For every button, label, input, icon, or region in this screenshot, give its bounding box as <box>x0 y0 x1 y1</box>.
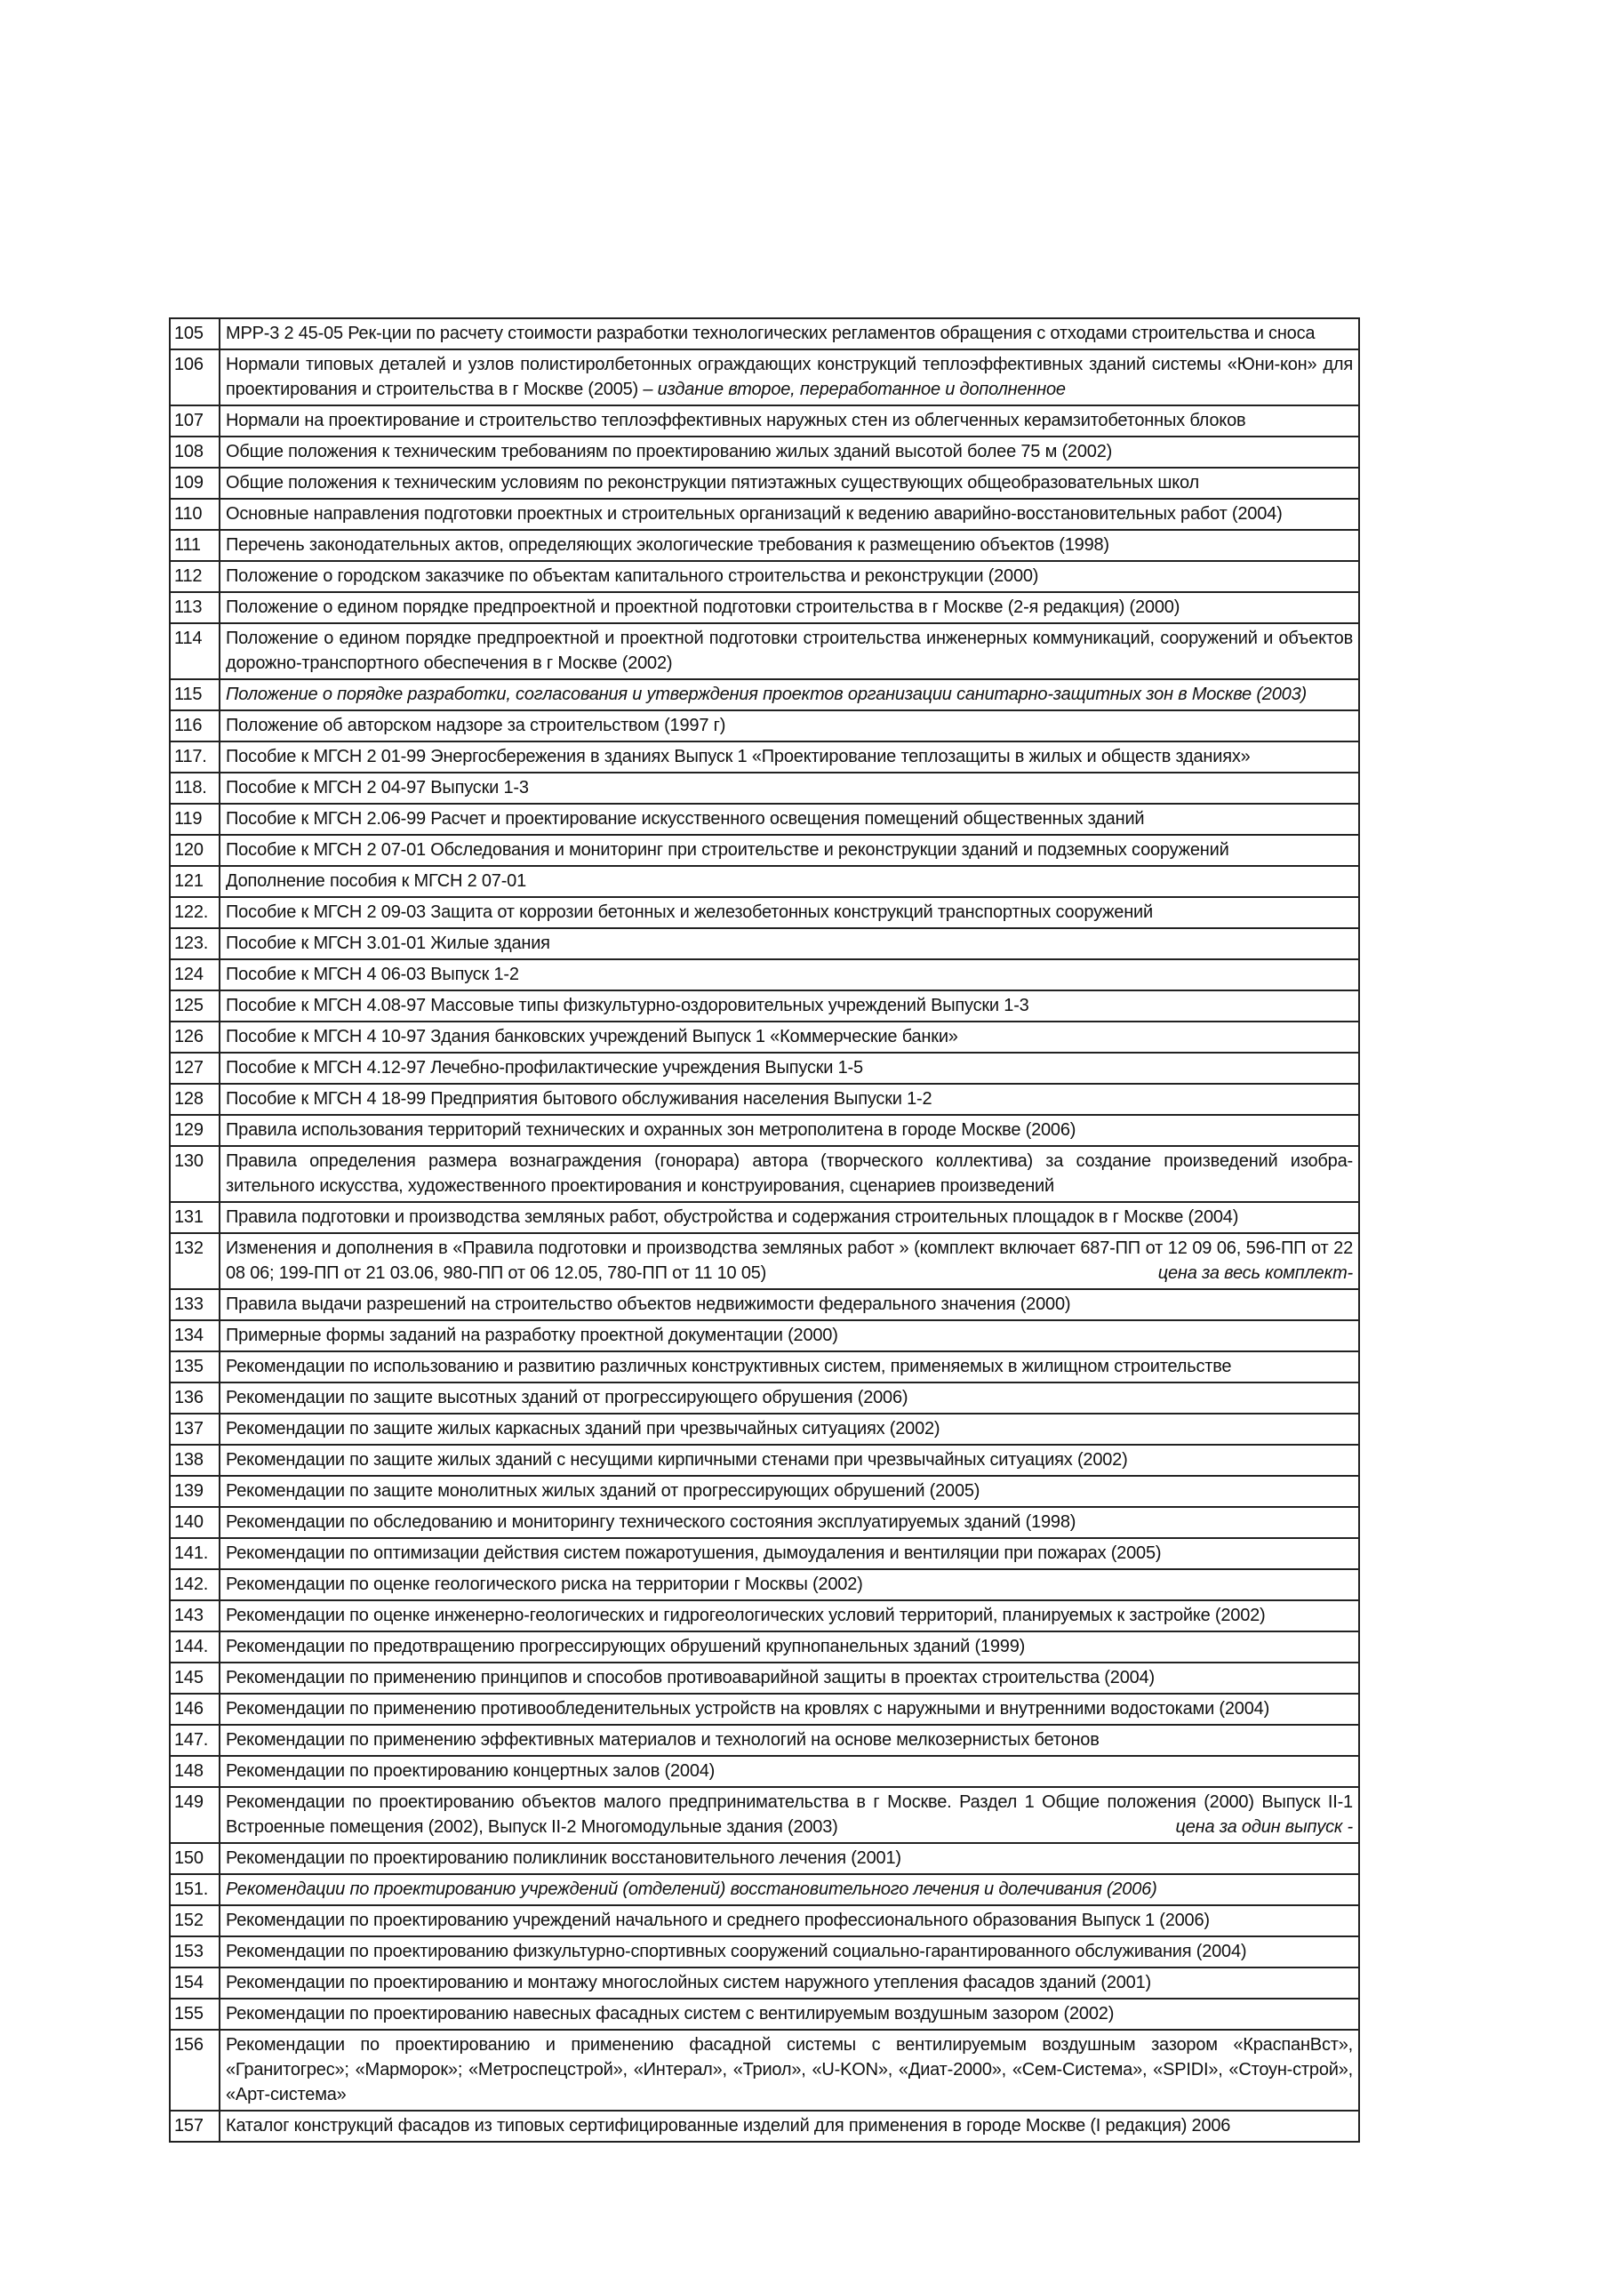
row-title <box>220 1115 1359 1146</box>
table-row <box>170 804 1359 835</box>
table-row <box>170 1725 1359 1756</box>
row-title-text: МРР-3 2 45-05 Рек-ции по расчету стоимости разработки технологических регламентов обращения с отходами строительства и сноса <box>226 324 1316 343</box>
table-row <box>170 1053 1359 1084</box>
row-number: 157 <box>170 2111 220 2142</box>
row-number: 130 <box>170 1146 220 1202</box>
row-number: 111 <box>170 530 220 561</box>
row-number: 140 <box>170 1507 220 1538</box>
table-row <box>170 1787 1359 1843</box>
row-title <box>220 773 1359 804</box>
table-row <box>170 2111 1359 2142</box>
row-title <box>220 2030 1359 2111</box>
table-row <box>170 2030 1359 2111</box>
row-title-text: Правила использования территорий технических и охранных зон метрополитена в городе Москве (2006) <box>226 1120 1076 1140</box>
row-title-text: Рекомендации по проектированию и монтажу многослойных систем наружного утепления фасадов зданий (2001) <box>226 1973 1151 1992</box>
row-number: 114 <box>170 623 220 679</box>
row-title-text: Рекомендации по оптимизации действия систем пожаротушения, дымоудаления и вентиляции при пожарах (2005) <box>226 1543 1162 1563</box>
row-number: 121 <box>170 866 220 897</box>
table-row <box>170 1694 1359 1725</box>
row-title-text: Рекомендации по защите жилых зданий с несущими кирпичными стенами при чрезвычайных ситуациях (2002) <box>226 1450 1128 1470</box>
table-row <box>170 928 1359 959</box>
row-number: 112 <box>170 561 220 592</box>
table-row <box>170 561 1359 592</box>
row-title <box>220 1022 1359 1053</box>
row-title <box>220 1936 1359 1967</box>
row-title <box>220 679 1359 710</box>
row-title <box>220 1053 1359 1084</box>
table-row <box>170 1663 1359 1694</box>
row-title <box>220 1320 1359 1351</box>
row-title-text: Основные направления подготовки проектных и строительных организаций к ведению аварийно-восстановительных работ (2004) <box>226 504 1283 524</box>
row-title <box>220 1476 1359 1507</box>
row-title <box>220 1538 1359 1569</box>
row-number: 136 <box>170 1382 220 1414</box>
row-title <box>220 1999 1359 2030</box>
table-row <box>170 499 1359 530</box>
row-number: 134 <box>170 1320 220 1351</box>
row-number: 105 <box>170 318 220 349</box>
row-title-text: Рекомендации по защите высотных зданий от прогрессирующего обрушения (2006) <box>226 1388 908 1407</box>
row-title-text: Положение о едином порядке предпроектной и проектной подготовки строительства инженерных коммуникаций, сооружений и объектов дорожно-транспортного обеспечения в г Москве (2002) <box>226 629 1353 673</box>
table-row <box>170 1351 1359 1382</box>
table-row <box>170 530 1359 561</box>
row-title-text: Рекомендации по проектированию навесных фасадных систем с вентилируемым воздушным зазором (2002) <box>226 2004 1115 2024</box>
table-row <box>170 1843 1359 1874</box>
row-number: 115 <box>170 679 220 710</box>
table-row <box>170 1146 1359 1202</box>
row-number: 150 <box>170 1843 220 1874</box>
row-title <box>220 349 1359 405</box>
row-title-text: Рекомендации по использованию и развитию различных конструктивных систем, применяемых в жилищном строительстве <box>226 1357 1232 1376</box>
row-title-text: Нормали типовых деталей и узлов полистиролбетонных ограждающих конструкций теплоэффективных зданий системы «Юни-кон» для проектирования и строительства в г Москве (2005) <box>226 355 1353 399</box>
row-number: 139 <box>170 1476 220 1507</box>
row-number: 141. <box>170 1538 220 1569</box>
row-number: 145 <box>170 1663 220 1694</box>
row-title <box>220 561 1359 592</box>
row-title-text: Пособие к МГСН 2 01-99 Энергосбережения в зданиях Выпуск 1 «Проектирование теплозащиты в жилых и обществ зданиях» <box>226 747 1251 766</box>
table-row <box>170 1414 1359 1445</box>
row-title-text: Рекомендации по защите монолитных жилых зданий от прогрессирующих обрушений (2005) <box>226 1481 980 1501</box>
row-title <box>220 710 1359 741</box>
price-list-page <box>169 317 1360 2143</box>
row-number: 144. <box>170 1631 220 1663</box>
row-number: 116 <box>170 710 220 741</box>
row-title-text: Рекомендации по обследованию и мониторингу технического состояния эксплуатируемых зданий (1998) <box>226 1512 1076 1532</box>
row-number: 110 <box>170 499 220 530</box>
row-title-text: Пособие к МГСН 3.01-01 Жилые здания <box>226 934 550 953</box>
row-number: 142. <box>170 1569 220 1600</box>
row-title <box>220 1905 1359 1936</box>
row-title <box>220 1756 1359 1787</box>
row-number: 152 <box>170 1905 220 1936</box>
row-title <box>220 1874 1359 1905</box>
row-number: 128 <box>170 1084 220 1115</box>
row-number: 154 <box>170 1967 220 1999</box>
row-number: 151. <box>170 1874 220 1905</box>
table-row <box>170 897 1359 928</box>
row-title <box>220 468 1359 499</box>
table-row <box>170 1476 1359 1507</box>
row-number: 149 <box>170 1787 220 1843</box>
table-row <box>170 1084 1359 1115</box>
table-row <box>170 1874 1359 1905</box>
row-title-text: Рекомендации по проектированию концертных залов (2004) <box>226 1761 716 1781</box>
row-title-text: Положение о городском заказчике по объектам капитального строительства и реконструкции (2000) <box>226 566 1039 586</box>
row-title-text: Правила подготовки и производства земляных работ, обустройства и содержания строительных площадок в г Москве (2004) <box>226 1207 1239 1227</box>
row-title <box>220 1507 1359 1538</box>
table-row <box>170 1507 1359 1538</box>
table-row <box>170 1999 1359 2030</box>
row-number: 109 <box>170 468 220 499</box>
row-title-text: Рекомендации по проектированию объектов малого предпринимательства в г Москве. Раздел 1 Общие положения (2000) Выпуск II-1 Встроенные помещения (2002), Выпуск II-2 Многомодульные здания (2003) <box>226 1792 1353 1837</box>
row-title <box>220 1725 1359 1756</box>
table-row <box>170 1289 1359 1320</box>
row-title <box>220 1233 1359 1289</box>
row-title-text: Рекомендации по проектированию поликлиник восстановительного лечения (2001) <box>226 1848 901 1868</box>
row-number: 113 <box>170 592 220 623</box>
table-row <box>170 623 1359 679</box>
row-title-text: Рекомендации по предотвращению прогрессирующих обрушений крупнопанельных зданий (1999) <box>226 1637 1026 1656</box>
row-title <box>220 1843 1359 1874</box>
row-number: 117. <box>170 741 220 773</box>
row-title-text: Общие положения к техническим условиям по реконструкции пятиэтажных существующих общеобразовательных школ <box>226 473 1200 493</box>
row-number: 143 <box>170 1600 220 1631</box>
table-row <box>170 1756 1359 1787</box>
row-title <box>220 405 1359 437</box>
row-title-text: Рекомендации по защите жилых каркасных зданий при чрезвычайных ситуациях (2002) <box>226 1419 940 1439</box>
row-price-note: цена за весь комплект- <box>1157 1263 1353 1283</box>
row-price-note: цена за один выпуск - <box>1175 1817 1353 1837</box>
table-row <box>170 1115 1359 1146</box>
row-title <box>220 1289 1359 1320</box>
table-row <box>170 773 1359 804</box>
table-row <box>170 1202 1359 1233</box>
row-title-text: Перечень законодательных актов, определяющих экологические требования к размещению объектов (1998) <box>226 535 1109 555</box>
table-row <box>170 679 1359 710</box>
row-title-text: Правила определения размера вознаграждения (гонорара) автора (творческого коллектива) за создание произведений изобра-зительного искусства, художественного проектирования и конструирования, сценариев произведений <box>226 1151 1353 1196</box>
table-row <box>170 1631 1359 1663</box>
table-row <box>170 710 1359 741</box>
table-row <box>170 1538 1359 1569</box>
row-title <box>220 1351 1359 1382</box>
table-row <box>170 1382 1359 1414</box>
row-title <box>220 1445 1359 1476</box>
row-title <box>220 741 1359 773</box>
row-number: 129 <box>170 1115 220 1146</box>
table-row <box>170 1936 1359 1967</box>
row-title-text: Пособие к МГСН 2 09-03 Защита от коррозии бетонных и железобетонных конструкций транспортных сооружений <box>226 902 1153 922</box>
table-body <box>170 318 1359 2142</box>
row-title-text: Дополнение пособия к МГСН 2 07-01 <box>226 871 527 891</box>
row-title-text: Нормали на проектирование и строительство теплоэффективных наружных стен из облегченных керамзитобетонных блоков <box>226 411 1246 430</box>
row-title-text: Рекомендации по применению принципов и способов противоаварийной защиты в проектах строительства (2004) <box>226 1668 1155 1687</box>
row-number: 146 <box>170 1694 220 1725</box>
row-title <box>220 1084 1359 1115</box>
publications-table <box>169 317 1360 2143</box>
table-row <box>170 1445 1359 1476</box>
table-row <box>170 741 1359 773</box>
row-title-text: Рекомендации по оценке инженерно-геологических и гидрогеологических условий территорий, планируемых к застройке (2002) <box>226 1606 1266 1625</box>
row-edition-note: – издание второе, переработанное и дополненное <box>643 380 1066 399</box>
row-title-text: Рекомендации по проектированию и применению фасадной системы с вентилируемым воздушным зазором «КраспанВст», «Гранитогрес»; «Марморок»; «Метроспецстрой», «Интерал», «Триол», «U-KON», «Диат-2000», «Сем-Система», «SPIDI», «Стоун-строй», «Арт-система» <box>226 2035 1353 2104</box>
row-title-text: Пособие к МГСН 2.06-99 Расчет и проектирование искусственного освещения помещений общественных зданий <box>226 809 1145 829</box>
row-title <box>220 1663 1359 1694</box>
row-title <box>220 592 1359 623</box>
row-title <box>220 990 1359 1022</box>
row-title <box>220 1569 1359 1600</box>
row-title <box>220 835 1359 866</box>
row-title-text: Примерные формы заданий на разработку проектной документации (2000) <box>226 1326 838 1345</box>
row-number: 147. <box>170 1725 220 1756</box>
table-row <box>170 959 1359 990</box>
table-row <box>170 318 1359 349</box>
row-number: 132 <box>170 1233 220 1289</box>
row-title <box>220 318 1359 349</box>
row-title-text: Пособие к МГСН 4 06-03 Выпуск 1-2 <box>226 965 519 984</box>
row-title-text: Пособие к МГСН 2 07-01 Обследования и мониторинг при строительстве и реконструкции зданий и подземных сооружений <box>226 840 1229 860</box>
table-row <box>170 592 1359 623</box>
row-title-text: Рекомендации по применению эффективных материалов и технологий на основе мелкозернистых бетонов <box>226 1730 1100 1750</box>
row-title <box>220 623 1359 679</box>
row-number: 148 <box>170 1756 220 1787</box>
row-title <box>220 959 1359 990</box>
row-title-text: Положение о порядке разработки, согласования и утверждения проектов организации санитарно-защитных зон в Москве (2003) <box>226 685 1307 704</box>
row-number: 138 <box>170 1445 220 1476</box>
row-number: 125 <box>170 990 220 1022</box>
table-row <box>170 1905 1359 1936</box>
row-title-text: Пособие к МГСН 2 04-97 Выпуски 1-3 <box>226 778 529 797</box>
row-title-text: Пособие к МГСН 4 10-97 Здания банковских учреждений Выпуск 1 «Коммерческие банки» <box>226 1027 958 1046</box>
table-row <box>170 437 1359 468</box>
table-row <box>170 1600 1359 1631</box>
row-number: 123. <box>170 928 220 959</box>
row-title <box>220 1600 1359 1631</box>
table-row <box>170 1967 1359 1999</box>
row-title <box>220 1414 1359 1445</box>
row-title <box>220 1694 1359 1725</box>
row-title <box>220 1146 1359 1202</box>
row-number: 106 <box>170 349 220 405</box>
row-title-text: Рекомендации по оценке геологического риска на территории г Москвы (2002) <box>226 1575 863 1594</box>
row-title-text: Рекомендации по применению противообледенительных устройств на кровлях с наружными и внутренними водостоками (2004) <box>226 1699 1270 1719</box>
row-title-text: Пособие к МГСН 4.08-97 Массовые типы физкультурно-оздоровительных учреждений Выпуски 1-3 <box>226 996 1029 1015</box>
row-number: 118. <box>170 773 220 804</box>
row-title-text: Изменения и дополнения в «Правила подготовки и производства земляных работ » (комплект включает 687-ПП от 12 09 06, 596-ПП от 22 08 06; 199-ПП от 21 03.06, 980-ПП от 06 12.05, 780-ПП от 11 10 05) <box>226 1238 1353 1283</box>
row-number: 108 <box>170 437 220 468</box>
row-number: 131 <box>170 1202 220 1233</box>
row-title-text: Правила выдачи разрешений на строительство объектов недвижимости федерального значения (2000) <box>226 1294 1071 1314</box>
row-number: 137 <box>170 1414 220 1445</box>
table-row <box>170 990 1359 1022</box>
table-row <box>170 405 1359 437</box>
row-title-text: Пособие к МГСН 4 18-99 Предприятия бытового обслуживания населения Выпуски 1-2 <box>226 1089 932 1109</box>
row-number: 133 <box>170 1289 220 1320</box>
row-title-text: Положение об авторском надзоре за строительством (1997 г) <box>226 716 726 735</box>
row-title-text: Рекомендации по проектированию учреждений (отделений) восстановительного лечения и долечивания (2006) <box>226 1879 1157 1899</box>
table-row <box>170 468 1359 499</box>
table-row <box>170 866 1359 897</box>
table-row <box>170 1320 1359 1351</box>
row-number: 135 <box>170 1351 220 1382</box>
row-title <box>220 499 1359 530</box>
row-title <box>220 1787 1359 1843</box>
row-title <box>220 2111 1359 2142</box>
row-title-text: Рекомендации по проектированию физкультурно-спортивных сооружений социально-гарантированного обслуживания (2004) <box>226 1942 1247 1961</box>
table-row <box>170 1569 1359 1600</box>
row-number: 156 <box>170 2030 220 2111</box>
row-title-text: Общие положения к техническим требованиям по проектированию жилых зданий высотой более 75 м (2002) <box>226 442 1113 461</box>
table-row <box>170 1233 1359 1289</box>
row-title <box>220 866 1359 897</box>
row-title <box>220 1631 1359 1663</box>
row-title <box>220 1202 1359 1233</box>
row-title <box>220 437 1359 468</box>
row-number: 107 <box>170 405 220 437</box>
row-number: 124 <box>170 959 220 990</box>
row-number: 153 <box>170 1936 220 1967</box>
row-number: 126 <box>170 1022 220 1053</box>
table-row <box>170 835 1359 866</box>
row-number: 122. <box>170 897 220 928</box>
table-row <box>170 349 1359 405</box>
row-title <box>220 530 1359 561</box>
row-number: 155 <box>170 1999 220 2030</box>
row-title-text: Положение о едином порядке предпроектной и проектной подготовки строительства в г Москве (2-я редакция) (2000) <box>226 597 1180 617</box>
row-number: 119 <box>170 804 220 835</box>
table-row <box>170 1022 1359 1053</box>
row-number: 120 <box>170 835 220 866</box>
row-title-text: Каталог конструкций фасадов из типовых сертифицированные изделий для применения в городе Москве (I редакция) 2006 <box>226 2116 1231 2136</box>
row-title <box>220 897 1359 928</box>
row-title-text: Пособие к МГСН 4.12-97 Лечебно-профилактические учреждения Выпуски 1-5 <box>226 1058 863 1078</box>
row-number: 127 <box>170 1053 220 1084</box>
row-title <box>220 928 1359 959</box>
row-title <box>220 1967 1359 1999</box>
row-title-text: Рекомендации по проектированию учреждений начального и среднего профессионального образования Выпуск 1 (2006) <box>226 1911 1210 1930</box>
row-title <box>220 1382 1359 1414</box>
row-title <box>220 804 1359 835</box>
